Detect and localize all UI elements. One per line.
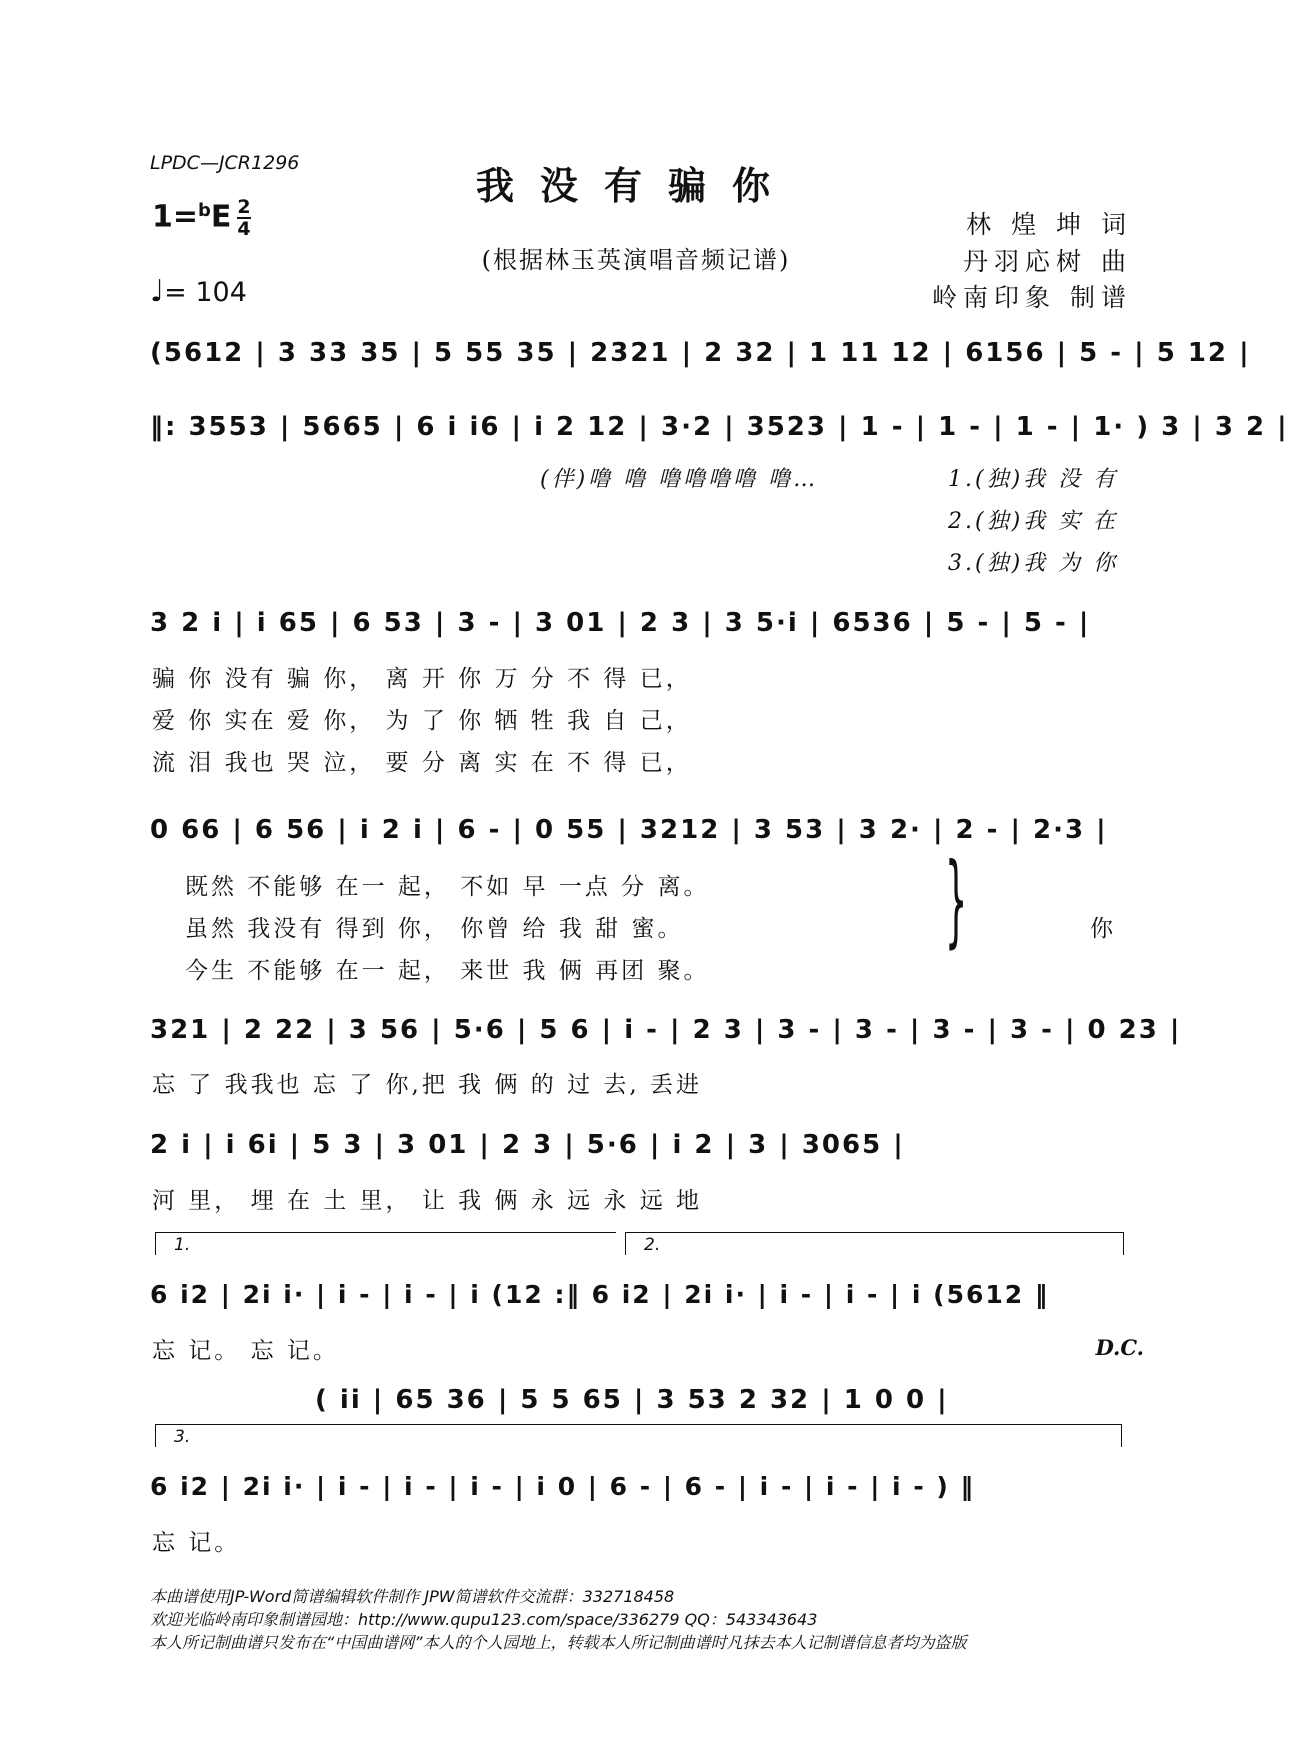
song-title: 我没有骗你 <box>475 163 796 208</box>
flat-sign: b <box>198 200 211 221</box>
lyric-ending-1: 忘 记。 忘 记。 <box>152 1338 339 1364</box>
notation-row-9: 6 i2 | 2i i· | i - | i - | i - | i 0 | 6 - | 6 - | i - | i - | i - ) ‖ <box>150 1472 976 1501</box>
lyric-brace: } <box>945 841 968 958</box>
lyric-a-3: 流 泪 我也 哭 泣， 要 分 离 实 在 不 得 已， <box>152 750 692 776</box>
key-note: E <box>210 199 232 235</box>
footer-line-1: 本曲谱使用JP-Word简谱编辑软件制作 JPW简谱软件交流群：332718458 <box>150 1587 675 1606</box>
subtitle: (根据林玉英演唱音频记谱) <box>481 246 791 274</box>
verse-label-1: 1.(独)我 没 有 <box>948 467 1119 492</box>
arranger-credit: 岭南印象 制谱 <box>932 283 1132 312</box>
verse-label-3: 3.(独)我 为 你 <box>948 551 1119 576</box>
score-code: LPDC—JCR1296 <box>150 152 300 174</box>
notation-row-7: 6 i2 | 2i i· | i - | i - | i (12 :‖ 6 i2 | 2i i· | i - | i - | i (5612 ‖ <box>150 1280 1050 1309</box>
da-capo: D.C. <box>1095 1335 1144 1360</box>
notation-row-3: 3 2 i | i 65 | 6 53 | 3 - | 3 01 | 2 3 | 3 5·i | 6536 | 5 - | 5 - | <box>150 608 1091 638</box>
notation-row-8: ( ii | 65 36 | 5 5 65 | 3 53 2 32 | 1 0 0 | <box>315 1385 949 1415</box>
lyric-a-2: 爱 你 实在 爱 你， 为 了 你 牺 牲 我 自 己， <box>152 708 692 734</box>
tempo-value: = 104 <box>164 277 247 308</box>
volta-1: 1. <box>155 1232 616 1255</box>
notation-row-6: 2 i | i 6i | 5 3 | 3 01 | 2 3 | 5·6 | i 2 | 3 | 3065 | <box>150 1130 905 1160</box>
lyric-b-tail: 你 <box>1090 916 1116 942</box>
lyric-chorus-1: 忘 了 我我也 忘 了 你,把 我 俩 的 过 去, 丢进 <box>152 1072 703 1098</box>
lyric-a-1: 骗 你 没有 骗 你， 离 开 你 万 分 不 得 已， <box>152 666 692 692</box>
lyric-ending-3: 忘 记。 <box>152 1530 241 1556</box>
volta-3: 3. <box>155 1424 1122 1447</box>
footer-line-2: 欢迎光临岭南印象制谱园地：http://www.qupu123.com/space/336279 QQ：543343643 <box>150 1610 818 1629</box>
lyricist-credit: 林 煌 坤 词 <box>966 210 1132 239</box>
verse-label-2: 2.(独)我 实 在 <box>948 509 1119 534</box>
tempo-marking <box>150 274 247 309</box>
intro-hum-lyric: (伴)噜 噜 噜噜噜噜 噜… <box>540 467 819 492</box>
time-bottom: 4 <box>237 218 251 240</box>
lyric-b-2: 虽然 我没有 得到 你， 你曾 给 我 甜 蜜。 <box>185 916 684 942</box>
lyric-b-3: 今生 不能够 在一 起， 来世 我 俩 再团 聚。 <box>185 958 710 984</box>
lyric-chorus-2: 河 里， 埋 在 土 里， 让 我 俩 永 远 永 远 地 <box>152 1188 703 1214</box>
time-signature <box>237 198 250 238</box>
composer-credit: 丹羽応树 曲 <box>963 247 1132 276</box>
notation-row-4: 0 66 | 6 56 | i 2 i | 6 - | 0 55 | 3212 | 3 53 | 3 2· | 2 - | 2·3 | <box>150 815 1108 845</box>
quarter-note-icon: ♩ <box>150 274 165 309</box>
notation-row-1: (5612 | 3 33 35 | 5 55 35 | 2321 | 2 32 | 1 11 12 | 6156 | 5 - | 5 12 | <box>150 338 1251 368</box>
key-prefix: 1= <box>152 199 199 235</box>
notation-row-2: ‖: 3553 | 5665 | 6 i i6 | i 2 12 | 3·2 | 3523 | 1 - | 1 - | 1 - | 1· ) 3 | 3 2 | <box>150 412 1289 442</box>
key-signature <box>152 198 251 238</box>
lyric-b-1: 既然 不能够 在一 起， 不如 早 一点 分 离。 <box>185 874 710 900</box>
notation-row-5: 321 | 2 22 | 3 56 | 5·6 | 5 6 | i - | 2 3 | 3 - | 3 - | 3 - | 3 - | 0 23 | <box>150 1015 1182 1045</box>
time-top: 2 <box>237 196 251 218</box>
volta-2: 2. <box>625 1232 1124 1255</box>
footer-line-3: 本人所记制曲谱只发布在“中国曲谱网”本人的个人园地上，转载本人所记制曲谱时凡抹去本人记制谱信息者均为盗版 <box>150 1633 967 1652</box>
